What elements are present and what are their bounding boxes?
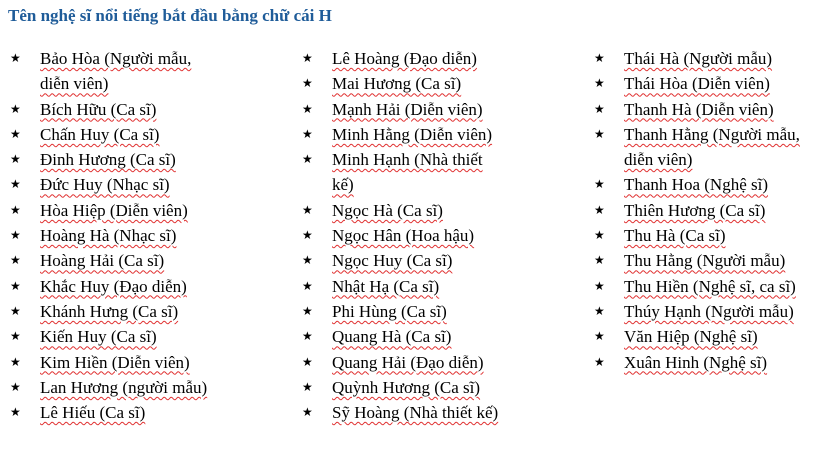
star-icon: ★	[594, 51, 605, 65]
artist-name-text: Thái Hà (Người mẫu)	[624, 49, 773, 68]
star-icon: ★	[594, 253, 605, 268]
artist-name-text: Hoàng Hà (Nhạc sĩ)	[40, 226, 177, 246]
artist-name-text: Lê Hiếu (Ca sĩ)	[40, 403, 146, 423]
artist-list-item	[300, 122, 570, 147]
star-icon: ★	[594, 202, 605, 217]
artist-name-text: Chấn Huy (Ca sĩ)	[40, 124, 160, 144]
artist-list-item	[8, 147, 278, 172]
artist-list-column-2	[300, 46, 570, 425]
artist-name-text: Sỹ Hoàng (Nhà thiết kế)	[332, 403, 499, 423]
artist-name-text-continued: diễn viên)	[624, 150, 693, 170]
star-icon: ★	[10, 253, 21, 268]
artist-list-item	[592, 97, 820, 122]
artist-list-item	[592, 198, 820, 223]
artist-list-item	[592, 350, 820, 375]
star-icon: ★	[10, 405, 21, 420]
star-icon: ★	[594, 76, 605, 91]
artist-name-text: Xuân Hinh (Nghệ sĩ)	[624, 352, 768, 372]
artist-list-item	[300, 324, 570, 349]
artist-name-text: Khánh Hưng (Ca sĩ)	[40, 301, 179, 321]
star-icon: ★	[10, 329, 21, 344]
star-icon: ★	[594, 303, 605, 318]
star-icon: ★	[302, 76, 313, 91]
artist-name-text: Đức Huy (Nhạc sĩ)	[40, 175, 170, 195]
artist-list-item	[300, 274, 570, 299]
star-icon: ★	[594, 177, 605, 192]
artist-name-text: Thu Hà (Ca sĩ)	[624, 226, 726, 246]
artist-list-item	[8, 324, 278, 349]
star-icon: ★	[302, 51, 313, 65]
artist-list-item	[300, 97, 570, 122]
artist-list-item	[300, 71, 570, 96]
star-icon: ★	[10, 278, 21, 293]
star-icon: ★	[302, 101, 313, 116]
artist-list-item	[300, 299, 570, 324]
star-icon: ★	[302, 379, 313, 394]
artist-list-item	[592, 46, 820, 71]
artist-name-text: Ngọc Huy (Ca sĩ)	[332, 251, 453, 271]
artist-list-item	[592, 71, 820, 96]
star-icon: ★	[302, 329, 313, 344]
artist-name-text: Mai Hương (Ca sĩ)	[332, 74, 462, 94]
artist-name-text: Quỳnh Hương (Ca sĩ)	[332, 377, 481, 397]
artist-list-item	[8, 198, 278, 223]
artist-name-text: Bích Hữu (Ca sĩ)	[40, 99, 157, 119]
artist-list-item	[592, 274, 820, 299]
artist-name-text: Ngọc Hà (Ca sĩ)	[332, 200, 443, 220]
artist-list-item	[300, 147, 570, 198]
artist-name-text: Lê Hoàng (Đạo diễn)	[332, 49, 477, 68]
artist-name-text: Kim Hiền (Diễn viên)	[40, 352, 190, 372]
artist-list-item	[8, 248, 278, 273]
artist-list-item	[8, 274, 278, 299]
artist-list-item	[592, 324, 820, 349]
artist-name-text: Thúy Hạnh (Người mẫu)	[624, 301, 794, 321]
artist-name-text: Minh Hạnh (Nhà thiết	[332, 150, 483, 170]
star-icon: ★	[302, 253, 313, 268]
artist-name-text-continued: kế)	[332, 175, 354, 195]
artist-list-item	[8, 223, 278, 248]
artist-list-item	[8, 46, 278, 97]
artist-name-text: Khắc Huy (Đạo diễn)	[40, 276, 187, 296]
star-icon: ★	[10, 152, 21, 167]
star-icon: ★	[594, 228, 605, 243]
artist-list-item	[592, 223, 820, 248]
artist-name-text: Nhật Hạ (Ca sĩ)	[332, 276, 440, 296]
star-icon: ★	[594, 101, 605, 116]
artist-columns	[0, 46, 820, 446]
star-icon: ★	[10, 303, 21, 318]
artist-name-text: Phi Hùng (Ca sĩ)	[332, 301, 447, 321]
artist-name-text: Quang Hà (Ca sĩ)	[332, 327, 452, 347]
artist-name-text: Ngọc Hân (Hoa hậu)	[332, 226, 475, 246]
artist-list-item	[300, 198, 570, 223]
star-icon: ★	[302, 303, 313, 318]
artist-name-text: Đinh Hương (Ca sĩ)	[40, 150, 176, 170]
star-icon: ★	[594, 126, 605, 141]
star-icon: ★	[10, 51, 21, 65]
artist-list-item	[300, 223, 570, 248]
star-icon: ★	[594, 329, 605, 344]
star-icon: ★	[302, 278, 313, 293]
artist-list-item	[592, 248, 820, 273]
artist-list-item	[8, 350, 278, 375]
artist-list-item	[8, 375, 278, 400]
star-icon: ★	[594, 354, 605, 369]
star-icon: ★	[302, 202, 313, 217]
artist-name-text: Mạnh Hải (Diễn viên)	[332, 99, 483, 119]
artist-list-item	[592, 172, 820, 197]
star-icon: ★	[302, 354, 313, 369]
star-icon: ★	[10, 177, 21, 192]
page-title: Tên nghệ sĩ nổi tiếng bắt đầu bằng chữ cái H	[8, 6, 332, 25]
star-icon: ★	[302, 228, 313, 243]
artist-list-item	[592, 299, 820, 324]
artist-list-column-3	[592, 46, 820, 375]
artist-name-text-continued: diễn viên)	[40, 74, 109, 94]
artist-name-text: Thái Hòa (Diễn viên)	[624, 74, 770, 94]
artist-list-item	[300, 46, 570, 71]
artist-name-text: Văn Hiệp (Nghệ sĩ)	[624, 327, 758, 347]
artist-list-item	[8, 299, 278, 324]
star-icon: ★	[302, 152, 313, 167]
star-icon: ★	[10, 101, 21, 116]
artist-name-text: Hòa Hiệp (Diễn viên)	[40, 200, 188, 220]
artist-list-item	[8, 122, 278, 147]
artist-name-text: Thiên Hương (Ca sĩ)	[624, 200, 766, 220]
star-icon: ★	[10, 354, 21, 369]
artist-list-item	[8, 172, 278, 197]
artist-name-text: Hoàng Hải (Ca sĩ)	[40, 251, 165, 271]
star-icon: ★	[10, 202, 21, 217]
artist-name-text: Bảo Hòa (Người mẫu,	[40, 49, 192, 68]
artist-list-item	[8, 97, 278, 122]
artist-name-text: Thanh Hoa (Nghệ sĩ)	[624, 175, 768, 195]
star-icon: ★	[302, 126, 313, 141]
star-icon: ★	[10, 126, 21, 141]
artist-name-text: Kiến Huy (Ca sĩ)	[40, 327, 157, 347]
star-icon: ★	[10, 228, 21, 243]
artist-name-text: Thu Hiền (Nghệ sĩ, ca sĩ)	[624, 276, 796, 296]
artist-list-item	[300, 350, 570, 375]
artist-name-text: Quang Hải (Đạo diễn)	[332, 352, 484, 372]
artist-list-item	[300, 400, 570, 425]
artist-name-text: Thanh Hằng (Người mẫu,	[624, 124, 800, 144]
artist-list-item	[8, 400, 278, 425]
artist-list-column-1	[8, 46, 278, 425]
artist-name-text: Thu Hằng (Người mẫu)	[624, 251, 786, 271]
star-icon: ★	[302, 405, 313, 420]
artist-name-text: Lan Hương (người mẫu)	[40, 377, 208, 397]
artist-name-text: Thanh Hà (Diễn viên)	[624, 99, 774, 119]
star-icon: ★	[594, 278, 605, 293]
artist-list-item	[592, 122, 820, 173]
star-icon: ★	[10, 379, 21, 394]
artist-list-item	[300, 375, 570, 400]
artist-name-text: Minh Hằng (Diễn viên)	[332, 124, 493, 144]
artist-list-item	[300, 248, 570, 273]
